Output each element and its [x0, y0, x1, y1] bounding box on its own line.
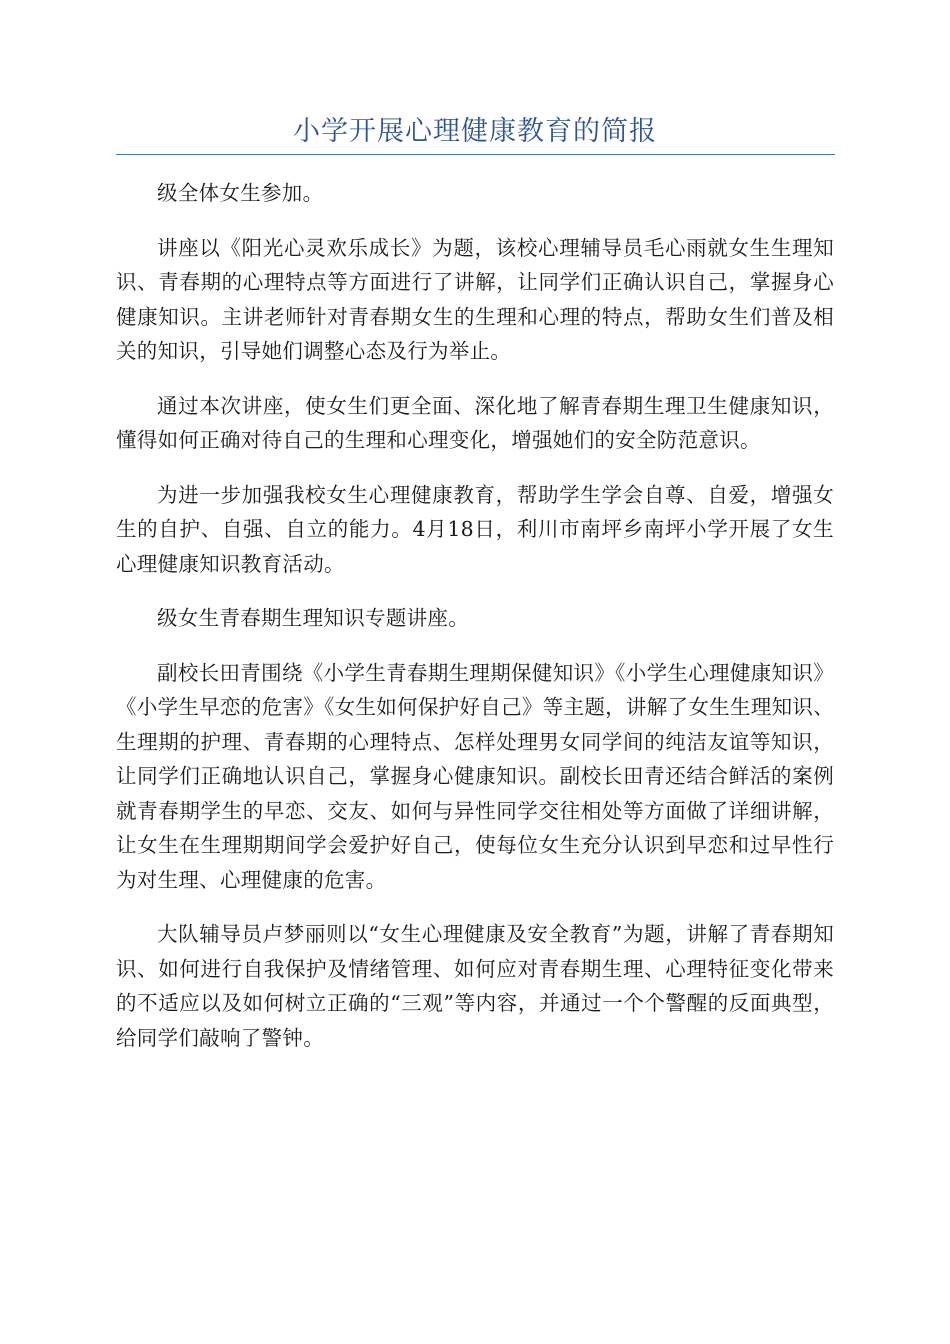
title-underline [116, 154, 835, 155]
paragraph-2: 讲座以《阳光心灵欢乐成长》为题，该校心理辅导员毛心雨就女生生理知识、青春期的心理特点等方面进行了讲解，让同学们正确认识自己，掌握身心健康知识。主讲老师针对青春期女生的生理和心理的特点，帮助女生们普及相关的知识，引导她们调整心态及行为举止。 [116, 235, 834, 363]
paragraph-5: 级女生青春期生理知识专题讲座。 [157, 606, 469, 630]
paragraph-3: 通过本次讲座，使女生们更全面、深化地了解青春期生理卫生健康知识，懂得如何正确对待自己的生理和心理变化，增强她们的安全防范意识。 [116, 393, 834, 452]
paragraph-7: 大队辅导员卢梦丽则以“女生心理健康及安全教育”为题，讲解了青春期知识、如何进行自我保护及情绪管理、如何应对青春期生理、心理特征变化带来的不适应以及如何树立正确的“三观”等内容，并通过一个个警醒的反面典型，给同学们敲响了警钟。 [116, 922, 834, 1050]
paragraph-4: 为进一步加强我校女生心理健康教育，帮助学生学会自尊、自爱，增强女生的自护、自强、自立的能力。4月18日，利川市南坪乡南坪小学开展了女生心理健康知识教育活动。 [116, 482, 834, 576]
paragraph-6: 副校长田青围绕《小学生青春期生理期保健知识》《小学生心理健康知识》《小学生早恋的危害》《女生如何保护好自己》等主题，讲解了女生生理知识、生理期的护理、青春期的心理特点、怎样处理男女同学间的纯洁友谊等知识，让同学们正确地认识自己，掌握身心健康知识。副校长田青还结合鲜活的案例就青春期学生的早恋、交友、如何与异性同学交往相处等方面做了详细讲解，让女生在生理期期间学会爱护好自己，使每位女生充分认识到早恋和过早性行为对生理、心理健康的危害。 [116, 660, 834, 892]
paragraph-1: 级全体女生参加。 [157, 181, 324, 205]
document-body [116, 176, 834, 1075]
page-title: 小学开展心理健康教育的简报 [293, 116, 657, 147]
